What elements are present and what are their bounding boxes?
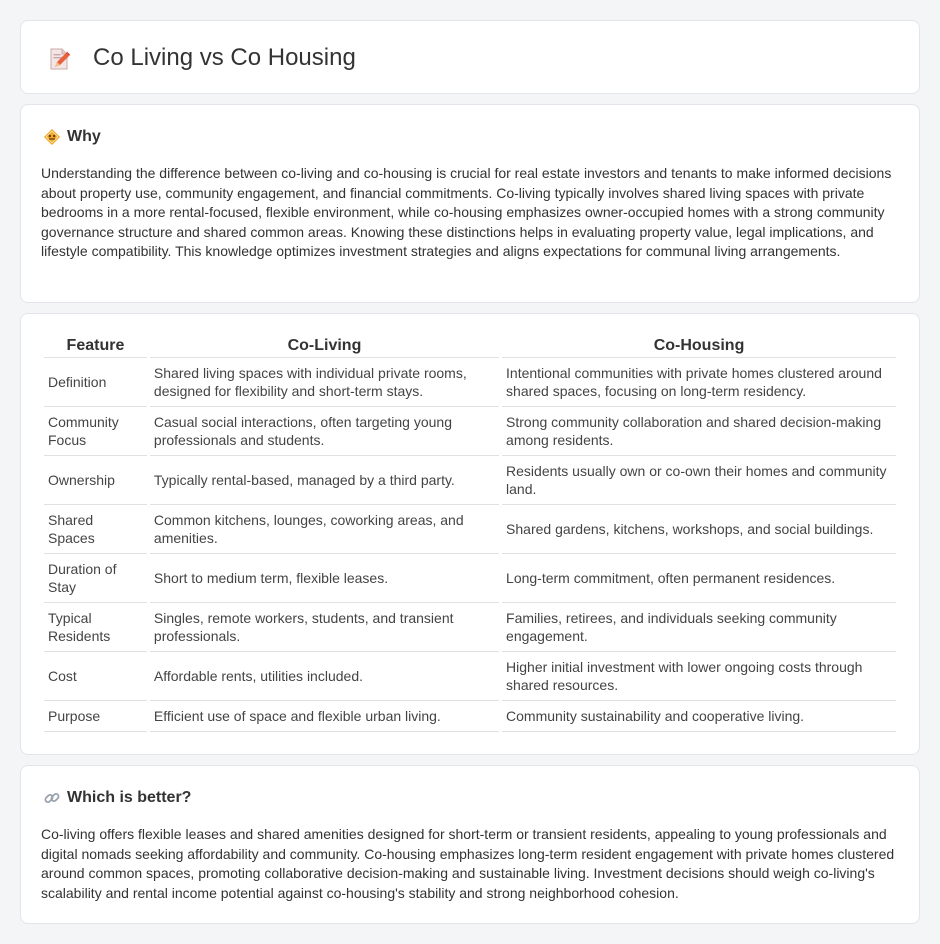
feature-cell: Typical Residents [44,603,147,652]
feature-cell: Shared Spaces [44,505,147,554]
diamond-sign-icon [43,128,61,146]
header-feature: Feature [44,334,147,358]
co-living-cell: Common kitchens, lounges, coworking areas, and amenities. [150,505,499,554]
why-text: Understanding the difference between co-living and co-housing is crucial for real estate investors and tenants to make informed decisions about property use, community engagement, and financial commitments. Co-living typically involves shared living spaces with private bedrooms in a more rental-focused, flexible environment, while co-housing emphasizes owner-occupied homes with a strong community governance structure and shared common areas. Knowing these distinctions helps in evaluating property value, legal implications, and lifestyle compatibility. This knowledge optimizes investment strategies and aligns expectations for communal living arrangements. [41,165,892,260]
feature-cell: Purpose [44,701,147,732]
table-row [44,603,896,652]
comparison-card [20,313,920,755]
table-row [44,407,896,456]
table-row [44,701,896,732]
table-row [44,358,896,407]
feature-cell: Community Focus [44,407,147,456]
why-section [20,104,920,303]
table-row [44,456,896,505]
header-card [20,20,920,94]
page-title: Co Living vs Co Housing [93,44,356,71]
table-row [44,652,896,701]
feature-cell: Definition [44,358,147,407]
feature-cell: Duration of Stay [44,554,147,603]
co-living-cell: Efficient use of space and flexible urban living. [150,701,499,732]
feature-cell: Cost [44,652,147,701]
co-housing-cell: Community sustainability and cooperative living. [502,701,896,732]
comparison-table [41,334,899,732]
table-header-row [44,334,896,358]
table-row [44,505,896,554]
co-housing-cell: Long-term commitment, often permanent residences. [502,554,896,603]
co-living-cell: Short to medium term, flexible leases. [150,554,499,603]
co-living-cell: Casual social interactions, often targeting young professionals and students. [150,407,499,456]
header-co-living: Co-Living [150,334,499,358]
which-is-better-title: Which is better? [67,789,192,806]
table-row [44,554,896,603]
co-living-cell: Typically rental-based, managed by a third party. [150,456,499,505]
co-living-cell: Shared living spaces with individual private rooms, designed for flexibility and short-term stays. [150,358,499,407]
document-pencil-icon [47,47,71,71]
header-co-housing: Co-Housing [502,334,896,358]
co-housing-cell: Higher initial investment with lower ongoing costs through shared resources. [502,652,896,701]
co-living-cell: Affordable rents, utilities included. [150,652,499,701]
co-housing-cell: Families, retirees, and individuals seeking community engagement. [502,603,896,652]
link-icon [43,789,61,807]
which-is-better-section [20,765,920,924]
co-housing-cell: Residents usually own or co-own their homes and community land. [502,456,896,505]
co-housing-cell: Intentional communities with private homes clustered around shared spaces, focusing on long-term residency. [502,358,896,407]
co-living-cell: Singles, remote workers, students, and transient professionals. [150,603,499,652]
which-is-better-text: Co-living offers flexible leases and shared amenities designed for short-term or transient residents, appealing to young professionals and digital nomads seeking affordability and community. Co-housing emphasizes long-term resident engagement with private homes clustered around common spaces, promoting collaborative decision-making and sustainable living. Investment decisions should weigh co-living's scalability and rental income potential against co-housing's stability and strong neighborhood cohesion. [41,826,895,901]
co-housing-cell: Strong community collaboration and shared decision-making among residents. [502,407,896,456]
feature-cell: Ownership [44,456,147,505]
why-title: Why [67,128,101,145]
co-housing-cell: Shared gardens, kitchens, workshops, and social buildings. [502,505,896,554]
